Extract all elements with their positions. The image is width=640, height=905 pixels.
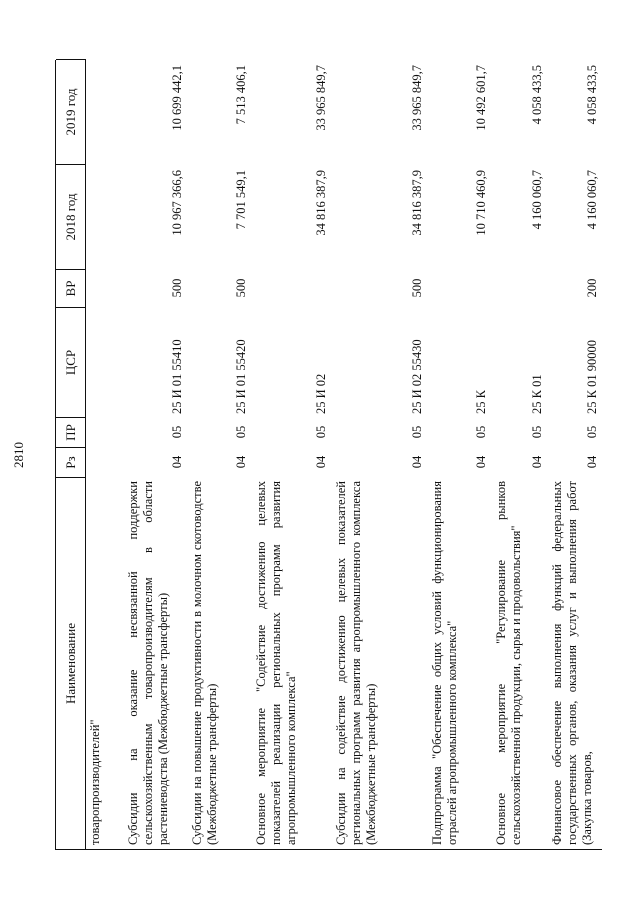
row-pr-cell: 05 [474, 425, 488, 439]
row-pr-cell: 05 [410, 425, 424, 439]
row-2019-cell: 4 058 433,5 [530, 65, 544, 125]
header-csr: ЦСР [56, 307, 86, 417]
row-name-cell: товаропроизводителей" [88, 719, 102, 845]
row-name-cell: Подпрограмма "Обеспечение общих условий функционирования отраслей агропромышленного комплекса" [430, 481, 459, 845]
row-vr-cell [492, 269, 548, 307]
row-csr-cell: 25 К [474, 390, 488, 414]
row-2019-cell [86, 59, 124, 164]
row-rz-cell: 04 [170, 455, 184, 469]
header-vr: ВР [56, 269, 86, 307]
row-2018-cell: 4 160 060,7 [530, 170, 544, 230]
header-2018: 2018 год [56, 164, 86, 269]
row-2018-cell: 10 710 460,9 [474, 170, 488, 236]
row-name-cell: Финансовое обеспечение выполнения функций федеральных государственных органов, оказания услуг и выполнения работ (Закупка товаров, [550, 481, 594, 845]
row-name-cell: Основное мероприятие "Регулирование рынков сельскохозяйственной продукции, сырья и продовольствия" [494, 481, 523, 845]
budget-table [55, 60, 602, 850]
row-2019-cell: 7 513 406,1 [234, 65, 248, 125]
row-vr-cell: 200 [585, 278, 599, 298]
row-2018-cell [86, 164, 124, 269]
row-2019-cell: 33 965 849,7 [314, 65, 328, 131]
row-pr-cell: 05 [585, 425, 599, 439]
row-csr-cell: 25 И 01 55420 [234, 339, 248, 414]
header-2019: 2019 год [56, 59, 86, 164]
header-rz: Рз [56, 447, 86, 477]
row-csr-cell [86, 307, 124, 417]
row-rz-cell: 04 [530, 455, 544, 469]
rotated-page-content [55, 60, 610, 850]
row-pr-cell: 05 [530, 425, 544, 439]
page-number: 2810 [11, 442, 26, 468]
row-csr-cell: 25 И 02 55430 [410, 339, 424, 414]
row-rz-cell: 04 [410, 455, 424, 469]
row-rz-cell: 04 [474, 455, 488, 469]
row-csr-cell: 25 И 02 [314, 373, 328, 414]
row-rz-cell: 04 [314, 455, 328, 469]
row-rz-cell: 04 [234, 455, 248, 469]
row-2019-cell: 33 965 849,7 [410, 65, 424, 131]
row-pr-cell [86, 417, 124, 447]
row-name-cell: Субсидии на повышение продуктивности в молочном скотоводстве (Межбюджетные трансферты) [190, 481, 219, 845]
row-pr-cell: 05 [170, 425, 184, 439]
row-rz-cell: 04 [585, 455, 599, 469]
row-2019-cell: 10 699 442,1 [170, 65, 184, 131]
row-csr-cell: 25 И 01 55410 [170, 339, 184, 414]
row-vr-cell [428, 269, 492, 307]
row-pr-cell: 05 [234, 425, 248, 439]
row-vr-cell [86, 269, 124, 307]
row-name-cell: Основное мероприятие "Содействие достижению целевых показателей реализации региональных программ развития агропромышленного комплекса" [254, 481, 298, 845]
row-rz-cell [86, 447, 124, 477]
row-csr-cell: 25 К 01 90000 [585, 340, 599, 414]
row-vr-cell: 500 [170, 278, 184, 298]
row-2019-cell: 10 492 601,7 [474, 65, 488, 131]
row-2018-cell: 4 160 060,7 [585, 170, 599, 230]
row-pr-cell: 05 [314, 425, 328, 439]
row-2018-cell: 34 816 387,9 [314, 170, 328, 236]
row-vr-cell: 500 [410, 278, 424, 298]
row-csr-cell: 25 К 01 [530, 374, 544, 414]
row-2019-cell: 4 058 433,5 [585, 65, 599, 125]
header-pr: ПР [56, 417, 86, 447]
row-vr-cell: 500 [234, 278, 248, 298]
row-2018-cell: 10 967 366,6 [170, 170, 184, 236]
row-2018-cell: 34 816 387,9 [410, 170, 424, 236]
row-2018-cell: 7 701 549,1 [234, 170, 248, 230]
row-vr-cell [252, 269, 332, 307]
row-name-cell: Субсидии на оказание несвязанной поддержки сельскохозяйственным товаропроизводителям в области растениеводства (Межбюджетные трансферты) [126, 481, 170, 845]
row-name-cell: Субсидии на содействие достижению целевых показателей региональных программ развития агропромышленного комплекса (Межбюджетные трансферты) [334, 481, 378, 845]
header-name: Наименование [56, 477, 86, 849]
